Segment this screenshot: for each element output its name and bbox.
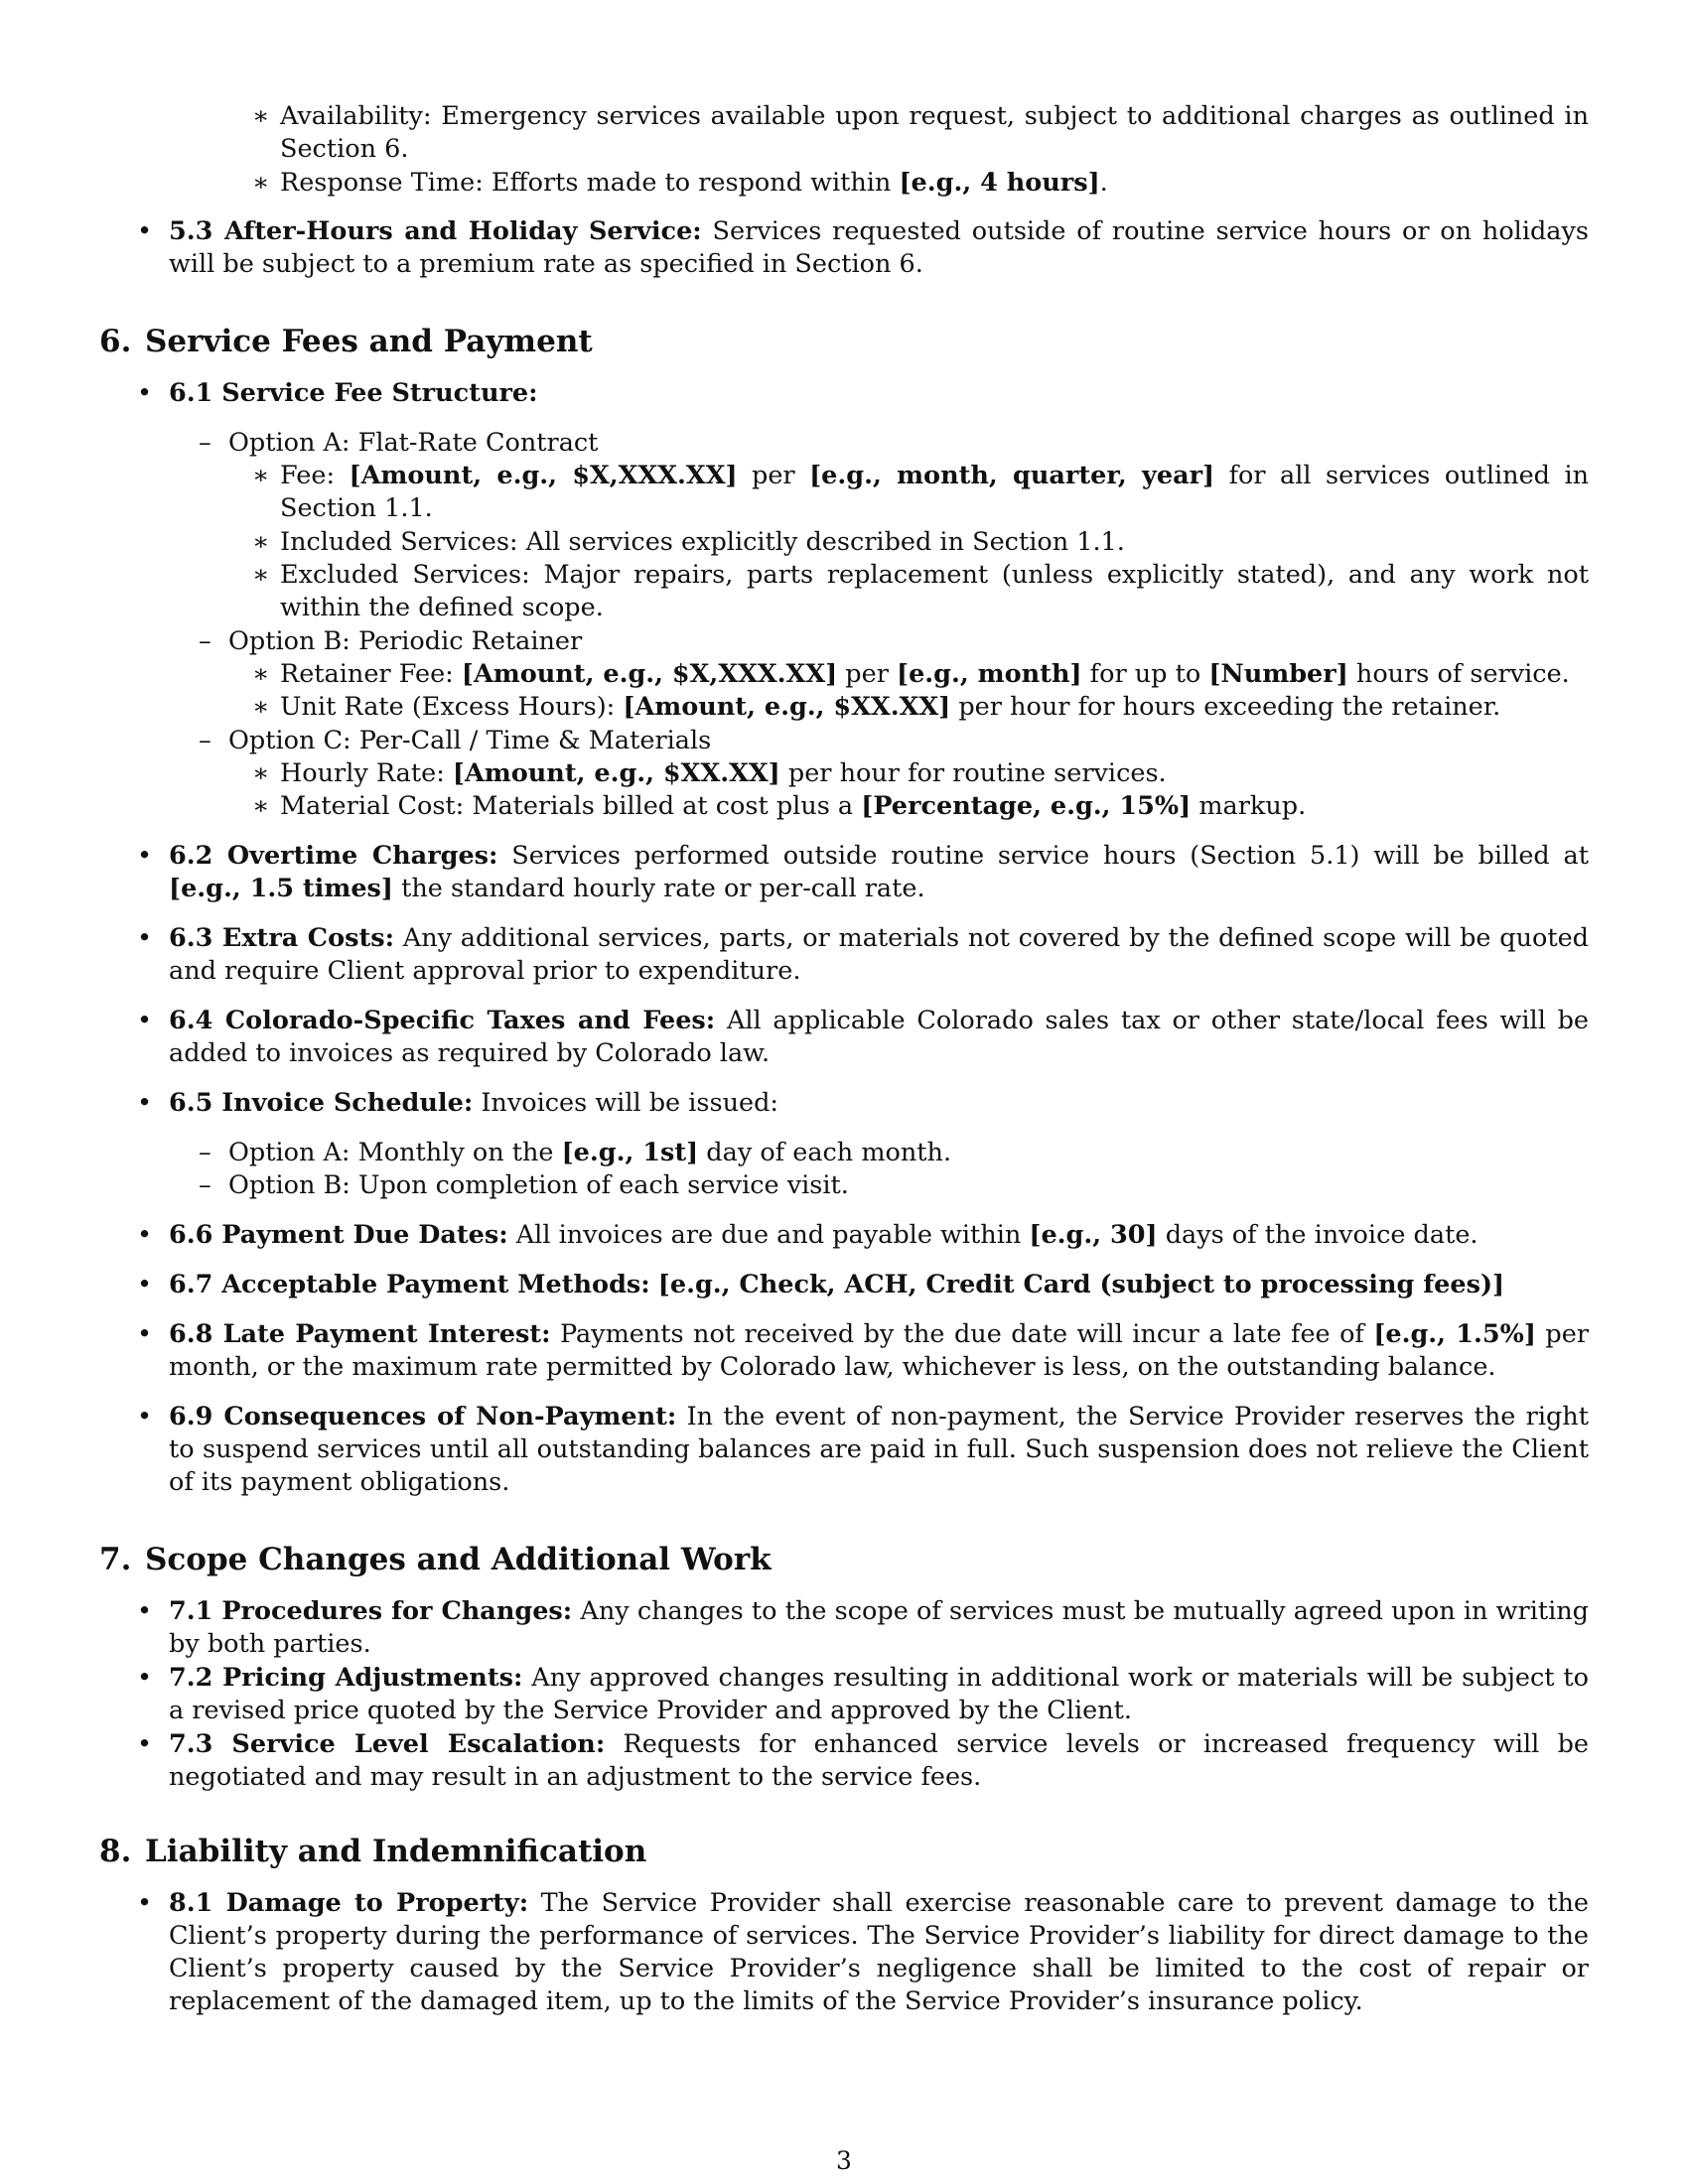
star-bullet: ∗	[252, 101, 270, 131]
bullet: •	[137, 1888, 153, 1918]
bullet: •	[137, 1596, 153, 1626]
clause-6-8: 6.8 Late Payment Interest: Payments not received by the due date will incur a late fee of [e.g., 1.5%] per month, or the maximum rate permitted by Colorado law, whichever is less, on the outstanding balance.	[169, 1319, 1590, 1382]
bullet: •	[137, 216, 153, 246]
invoice-option-a: Option A: Monthly on the [e.g., 1st] day of each month.	[228, 1138, 952, 1167]
star-bullet: ∗	[252, 560, 270, 590]
bullet: •	[137, 1088, 153, 1118]
star-bullet: ∗	[252, 758, 270, 788]
clause-7-3: 7.3 Service Level Escalation: Requests for enhanced service levels or increased frequency will be negotiated and may result in an adjustment to the service fees.	[169, 1729, 1589, 1792]
star-bullet: ∗	[252, 527, 270, 557]
clause-6-7: 6.7 Acceptable Payment Methods: [e.g., Check, ACH, Credit Card (subject to processing fees)]	[169, 1270, 1505, 1299]
unit-rate-item: Unit Rate (Excess Hours): [Amount, e.g., $XX.XX] per hour for hours exceeding the retainer.	[280, 692, 1501, 722]
dash-bullet: –	[199, 1170, 211, 1200]
clause-6-5: 6.5 Invoice Schedule: Invoices will be issued:	[169, 1088, 779, 1118]
clause-7-1: 7.1 Procedures for Changes: Any changes to the scope of services must be mutually agreed upon in writing by both parties.	[169, 1596, 1590, 1659]
bullet: •	[137, 841, 153, 871]
section-6-heading: 6. Service Fees and Payment	[99, 324, 593, 359]
clause-6-2: 6.2 Overtime Charges: Services performed outside routine service hours (Section 5.1) will be billed at [e.g., 1.5 times] the standard hourly rate or per-call rate.	[169, 841, 1589, 903]
bullet: •	[137, 378, 153, 408]
page-number: 3	[836, 2146, 852, 2175]
bullet: •	[137, 923, 153, 953]
flat-fee-item: Fee: [Amount, e.g., $X,XXX.XX] per [e.g., month, quarter, year] for all services outlined in Section 1.1.	[280, 461, 1590, 523]
included-services: Included Services: All services explicitly described in Section 1.1.	[280, 527, 1125, 557]
bullet: •	[137, 1402, 153, 1432]
bullet: •	[137, 1220, 153, 1250]
availability-item: Availability: Emergency services available upon request, subject to additional charges as outlined in Section 6.	[280, 101, 1589, 164]
clause-6-6: 6.6 Payment Due Dates: All invoices are due and payable within [e.g., 30] days of the invoice date.	[169, 1220, 1478, 1250]
star-bullet: ∗	[252, 461, 270, 490]
option-b: Option B: Periodic Retainer	[228, 626, 583, 656]
clause-6-1: 6.1 Service Fee Structure:	[169, 378, 538, 408]
star-bullet: ∗	[252, 168, 270, 198]
bullet: •	[137, 1270, 153, 1299]
dash-bullet: –	[199, 1138, 211, 1167]
option-c: Option C: Per-Call / Time & Materials	[228, 726, 712, 755]
clause-5-3: 5.3 After-Hours and Holiday Service: Services requested outside of routine service hours or on holidays will be subject to a premium rate as specified in Section 6.	[169, 216, 1589, 279]
dash-bullet: –	[199, 726, 211, 755]
clause-6-9: 6.9 Consequences of Non-Payment: In the event of non-payment, the Service Provider reserves the right to suspend services until all outstanding balances are paid in full. Such suspension does not relieve the Client of its payment obligations.	[169, 1402, 1589, 1497]
clause-8-1: 8.1 Damage to Property: The Service Provider shall exercise reasonable care to prevent damage to the Client’s property during the performance of services. The Service Provider’s liability for direct damage to the Client’s property caused by the Service Provider’s negligence shall be limited to the cost of repair or replacement of the damaged item, up to the limits of the Service Provider’s insurance policy.	[169, 1888, 1590, 2016]
material-cost-item: Material Cost: Materials billed at cost plus a [Percentage, e.g., 15%] markup.	[280, 791, 1307, 821]
dash-bullet: –	[199, 626, 211, 656]
excluded-services: Excluded Services: Major repairs, parts replacement (unless explicitly stated), and any work not within the defined scope.	[280, 560, 1589, 622]
section-7-heading: 7. Scope Changes and Additional Work	[99, 1542, 772, 1577]
dash-bullet: –	[199, 428, 211, 458]
bullet: •	[137, 1663, 153, 1693]
hourly-rate-item: Hourly Rate: [Amount, e.g., $XX.XX] per hour for routine services.	[280, 758, 1167, 788]
section-8-heading: 8. Liability and Indemnification	[99, 1834, 647, 1869]
bullet: •	[137, 1729, 153, 1759]
invoice-option-b: Option B: Upon completion of each service visit.	[228, 1170, 849, 1200]
response-time-item: Response Time: Efforts made to respond within [e.g., 4 hours].	[280, 168, 1108, 198]
clause-6-4: 6.4 Colorado-Specific Taxes and Fees: All applicable Colorado sales tax or other state/local fees will be added to invoices as required by Colorado law.	[169, 1006, 1590, 1068]
clause-7-2: 7.2 Pricing Adjustments: Any approved changes resulting in additional work or materials will be subject to a revised price quoted by the Service Provider and approved by the Client.	[169, 1663, 1590, 1725]
star-bullet: ∗	[252, 659, 270, 689]
star-bullet: ∗	[252, 692, 270, 722]
bullet: •	[137, 1006, 153, 1035]
bullet: •	[137, 1319, 153, 1349]
retainer-fee-item: Retainer Fee: [Amount, e.g., $X,XXX.XX] per [e.g., month] for up to [Number] hours of service.	[280, 659, 1570, 689]
clause-6-3: 6.3 Extra Costs: Any additional services, parts, or materials not covered by the defined scope will be quoted and require Client approval prior to expenditure.	[169, 923, 1590, 986]
star-bullet: ∗	[252, 791, 270, 821]
option-a: Option A: Flat-Rate Contract	[228, 428, 599, 458]
